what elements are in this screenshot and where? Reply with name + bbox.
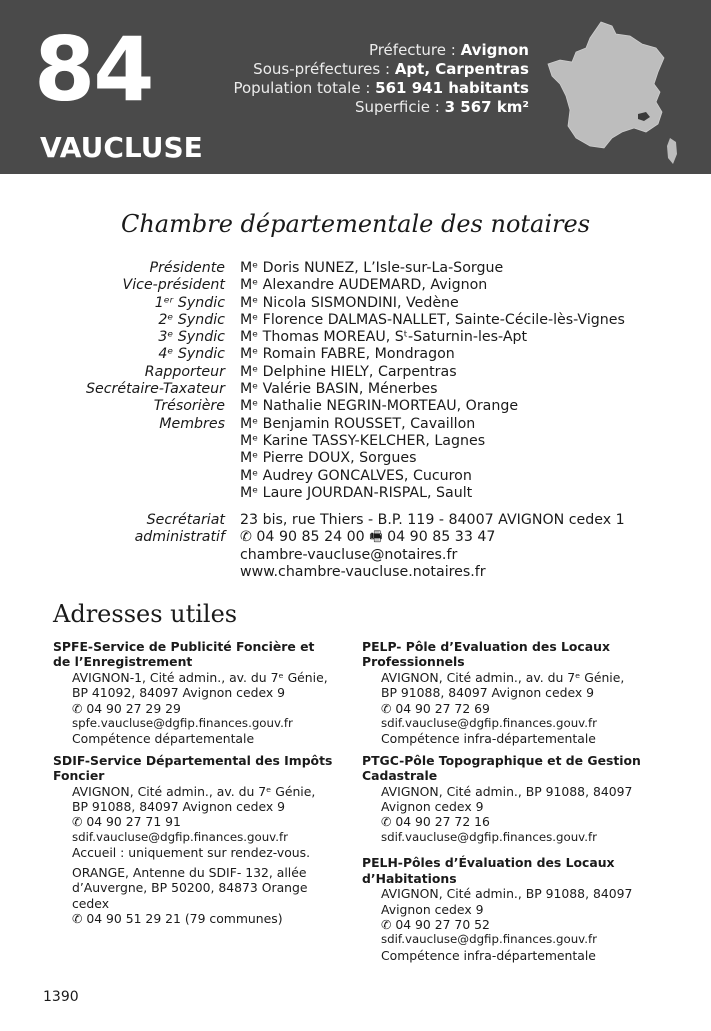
entry-email[interactable]: sdif.vaucluse@dgfip.finances.gouv.fr: [381, 932, 597, 947]
entry-line: Compétence départementale: [72, 731, 255, 747]
member-role: [40, 450, 240, 467]
member-role: Secrétaire-Taxateur: [85, 381, 225, 398]
entry-phone: ✆ 04 90 51 29 21 (79 communes): [72, 910, 283, 926]
secretariat-website[interactable]: www.chambre-vaucluse.notaires.fr: [240, 563, 486, 580]
entry-body: [362, 886, 642, 963]
member-row: [40, 381, 690, 398]
address-entry-sdif: [53, 753, 333, 926]
fact-prefecture: Préfecture : Avignon: [368, 41, 529, 59]
secretariat-block: [40, 512, 690, 581]
secretariat-row-1: [40, 512, 690, 529]
member-role: [40, 433, 240, 450]
chambre-members: [40, 260, 690, 502]
secretariat-row-4: [40, 564, 690, 581]
member-role: Trésorière: [153, 398, 225, 415]
entry-phone: ✆ 04 90 27 70 52: [381, 916, 490, 932]
entry-body: [53, 784, 333, 927]
entry-title: PELH-Pôles d’Évaluation des Locaux d’Habitations: [362, 855, 615, 886]
entry-email[interactable]: sdif.vaucluse@dgfip.finances.gouv.fr: [381, 716, 597, 731]
entry-phone: ✆ 04 90 27 72 69: [381, 700, 490, 716]
fact-sous-prefectures: Sous-préfectures : Apt, Carpentras: [253, 60, 529, 78]
department-header: [0, 0, 711, 174]
address-entry-pelh: [362, 855, 642, 963]
member-row: [40, 312, 690, 329]
secretariat-email[interactable]: chambre-vaucluse@notaires.fr: [240, 546, 458, 563]
member-row: [40, 433, 690, 450]
address-entry-spfe: [53, 639, 333, 747]
member-role: 1ᵉʳ Syndic: [154, 294, 225, 311]
member-name: Mᵉ Romain FABRE, Mondragon: [240, 346, 455, 363]
member-name: Mᵉ Valérie BASIN, Ménerbes: [240, 381, 438, 398]
entry-body: [362, 670, 642, 747]
member-name: Mᵉ Florence DALMAS-NALLET, Sainte-Cécile-lès-Vignes: [240, 311, 625, 328]
member-row: [40, 277, 690, 294]
member-row: [40, 468, 690, 485]
member-role: [40, 468, 240, 485]
entry-line: AVIGNON, Cité admin., av. du 7ᵉ Génie, BP 91088, 84097 Avignon cedex 9: [381, 669, 625, 701]
member-name: Mᵉ Karine TASSY-KELCHER, Lagnes: [240, 432, 486, 449]
entry-phone: ✆ 04 90 27 71 91: [72, 814, 181, 830]
member-name: Mᵉ Nicola SISMONDINI, Vedène: [240, 294, 459, 311]
secretariat-address: 23 bis, rue Thiers - B.P. 119 - 84007 AVIGNON cedex 1: [240, 512, 625, 528]
member-role: Vice-président: [122, 277, 225, 294]
secretariat-label-2: administratif: [134, 529, 225, 546]
member-row: [40, 364, 690, 381]
fact-superficie: Superficie : 3 567 km²: [354, 98, 529, 116]
member-row: [40, 329, 690, 346]
empty-label: [40, 547, 240, 564]
address-entry-pelp: [362, 639, 642, 747]
member-role: Présidente: [149, 260, 225, 276]
department-facts: [233, 41, 529, 117]
entry-title: SPFE-Service de Publicité Foncière et de l’Enregistrement: [53, 639, 315, 670]
member-name: Mᵉ Benjamin ROUSSET, Cavaillon: [240, 415, 476, 432]
entry-title: PTGC-Pôle Topographique et de Gestion Cadastrale: [362, 752, 641, 784]
entry-title: SDIF-Service Départemental des Impôts Foncier: [53, 752, 333, 784]
member-row: [40, 295, 690, 312]
department-name: VAUCLUSE: [40, 131, 203, 164]
member-name: Mᵉ Alexandre AUDEMARD, Avignon: [240, 277, 488, 294]
member-name: Mᵉ Audrey GONCALVES, Cucuron: [240, 467, 472, 484]
entry-phone: ✆ 04 90 27 72 16: [381, 814, 490, 830]
member-row: [40, 450, 690, 467]
secretariat-fax: 🖷 04 90 85 33 47: [369, 529, 496, 546]
member-role: 2ᵉ Syndic: [158, 311, 225, 328]
entry-email[interactable]: sdif.vaucluse@dgfip.finances.gouv.fr: [381, 829, 597, 844]
entry-body: [362, 784, 642, 846]
member-row: [40, 346, 690, 363]
entry-email[interactable]: spfe.vaucluse@dgfip.finances.gouv.fr: [72, 716, 293, 731]
adresses-title: Adresses utiles: [53, 600, 238, 628]
member-role: Membres: [159, 415, 225, 432]
entry-title: PELP- Pôle d’Evaluation des Locaux Professionnels: [362, 639, 610, 670]
address-entry-ptgc: [362, 753, 642, 845]
secretariat-phone: ✆ 04 90 85 24 00: [240, 529, 365, 546]
secretariat-label: Secrétariat: [146, 512, 225, 528]
secretariat-row-3: [40, 547, 690, 564]
chambre-title: Chambre départementale des notaires: [120, 210, 591, 238]
member-row: [40, 485, 690, 502]
entry-email[interactable]: sdif.vaucluse@dgfip.finances.gouv.fr: [72, 829, 288, 844]
adresses-right-column: [362, 639, 642, 969]
member-role: 4ᵉ Syndic: [158, 346, 225, 363]
member-name: Mᵉ Doris NUNEZ, L’Isle-sur-La-Sorgue: [240, 260, 504, 276]
secretariat-contacts: [240, 529, 495, 546]
department-number: 84: [34, 18, 153, 121]
fact-population: Population totale : 561 941 habitants: [233, 79, 529, 97]
secretariat-row-2: [40, 529, 690, 546]
member-name: Mᵉ Delphine HIELY, Carpentras: [240, 363, 457, 380]
member-name: Mᵉ Nathalie NEGRIN-MORTEAU, Orange: [240, 398, 519, 415]
page-number: 1390: [43, 989, 79, 1005]
entry-line: ORANGE, Antenne du SDIF- 132, allée d’Auvergne, BP 50200, 84873 Orange cedex: [72, 864, 308, 911]
entry-phone: ✆ 04 90 27 29 29: [72, 700, 181, 716]
entry-body: [53, 670, 333, 747]
entry-line: Accueil : uniquement sur rendez-vous.: [72, 845, 311, 861]
entry-line: AVIGNON-1, Cité admin., av. du 7ᵉ Génie, BP 41092, 84097 Avignon cedex 9: [72, 669, 328, 701]
entry-line: AVIGNON, Cité admin., BP 91088, 84097 Avignon cedex 9: [381, 783, 633, 815]
entry-line: Compétence infra-départementale: [381, 731, 596, 747]
entry-line: Compétence infra-départementale: [381, 947, 596, 963]
member-row: [40, 260, 690, 277]
member-row: [40, 398, 690, 415]
member-name: Mᵉ Thomas MOREAU, Sᵗ-Saturnin-les-Apt: [240, 329, 528, 346]
entry-line: AVIGNON, Cité admin., BP 91088, 84097 Avignon cedex 9: [381, 886, 633, 917]
france-map-icon: [546, 20, 681, 168]
entry-line: AVIGNON, Cité admin., av. du 7ᵉ Génie, BP 91088, 84097 Avignon cedex 9: [72, 783, 316, 815]
empty-label: [40, 564, 240, 581]
member-role: [40, 485, 240, 502]
member-name: Mᵉ Laure JOURDAN-RISPAL, Sault: [240, 484, 473, 501]
member-name: Mᵉ Pierre DOUX, Sorgues: [240, 450, 417, 467]
member-row: [40, 416, 690, 433]
member-role: Rapporteur: [144, 363, 225, 380]
adresses-left-column: [53, 639, 333, 932]
member-role: 3ᵉ Syndic: [158, 329, 225, 346]
